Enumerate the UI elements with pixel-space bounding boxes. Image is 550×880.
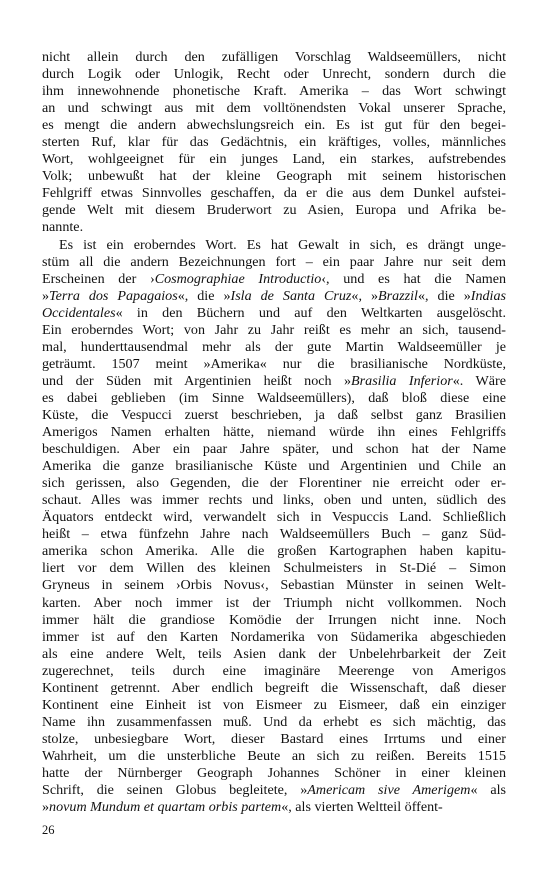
text-run: Volk; unbewußt hat der kleine Geograph mit seinem historischen xyxy=(42,168,506,185)
text-run: nannte. xyxy=(42,219,84,236)
text-line xyxy=(42,646,506,663)
text-run: «, die » xyxy=(177,287,231,304)
text-run: durch Logik oder Unlogik, Recht oder Unrecht, sondern durch die xyxy=(42,66,506,83)
italic-text: Americam sive Amerigem xyxy=(307,782,471,799)
text-line xyxy=(42,356,506,373)
italic-text: Isla de Santa Cruz xyxy=(230,287,352,304)
italic-text: Brasilia Inferior xyxy=(351,372,453,389)
text-line xyxy=(42,663,506,680)
text-line xyxy=(42,339,506,356)
text-run: Wahrheit, um die unsterbliche Beute an sich zu reißen. Bereits 1515 xyxy=(42,747,506,764)
text-run: und der Süden mit Argentinien heißt noch » xyxy=(42,372,352,389)
text-line xyxy=(42,629,506,646)
text-line xyxy=(42,407,506,424)
text-line xyxy=(42,595,506,612)
text-run: « in den Büchern und auf den Weltkarten ausgelöscht. xyxy=(115,304,506,321)
text-line xyxy=(42,151,506,168)
text-line xyxy=(42,49,506,66)
text-run: Amerigos Namen erhalten hätte, niemand würde ihn eines Fehlgriffs xyxy=(42,424,506,441)
text-run: zugerechnet, teils durch eine imaginäre Meerenge von Amerigos xyxy=(42,662,506,679)
text-run: Amerika die ganze brasilianische Küste und Argentinien und Chile an xyxy=(42,458,506,475)
text-run: Kontinent getrennt. Aber endlich begreift die Wissenschaft, daß dieser xyxy=(42,679,506,696)
text-line xyxy=(42,322,506,339)
text-line xyxy=(42,475,506,492)
text-run: sterten Ruf, klar für das Gedächtnis, ein kräftiges, volles, männliches xyxy=(42,134,506,151)
text-line xyxy=(42,185,506,202)
text-run: Kontinent eine Einheit ist von Eismeer zu Eismeer, daß ein einziger xyxy=(42,696,506,713)
text-line xyxy=(42,254,506,271)
text-line xyxy=(42,458,506,475)
text-run: es dabei geblieben (im Sinne Waldseemüllers), daß bloß diese eine xyxy=(42,389,506,406)
text-run: Erscheinen der › xyxy=(42,270,155,287)
text-run: «, » xyxy=(351,287,379,304)
text-line xyxy=(42,799,506,816)
text-run: beschuldigen. Aber ein paar Jahre später, und schon hat der Name xyxy=(42,441,506,458)
text-line xyxy=(42,560,506,577)
text-line xyxy=(42,424,506,441)
text-run: stüm all die andern Bezeichnungen fort – ein paar Jahre nur seit dem xyxy=(42,253,506,270)
text-run: Ein eroberndes Wort; von Jahr zu Jahr reißt es mehr an sich, tausend- xyxy=(42,321,506,338)
text-line xyxy=(42,731,506,748)
text-run: schaut. Alles was immer rechts und links, oben und unten, südlich des xyxy=(42,492,506,509)
italic-text: Indias xyxy=(470,287,506,304)
text-run: geträumt. 1507 meint »Amerika« nur die brasilianische Nordküste, xyxy=(42,355,506,372)
body-text xyxy=(42,49,506,816)
text-run: « als xyxy=(470,782,506,799)
text-line xyxy=(42,390,506,407)
text-line xyxy=(42,288,506,305)
text-run: Name ihn zusammenfassen muß. Und da erhebt es sich mächtig, das xyxy=(42,713,506,730)
text-run: Wort, wohlgeeignet für ein junges Land, ein starkes, aufstrebendes xyxy=(42,151,506,168)
text-line xyxy=(42,748,506,765)
text-run: heißt – etwa fünfzehn Jahre nach Waldseemüllers Buch – ganz Süd- xyxy=(42,526,506,543)
text-run: Schrift, die seinen Globus begleitete, » xyxy=(42,782,308,799)
italic-text: Brazzil xyxy=(378,287,418,304)
text-run: immer ist auf den Karten Nordamerika von Südamerika abgeschieden xyxy=(42,628,506,645)
text-run: nicht allein durch den zufälligen Vorschlag Waldseemüllers, nicht xyxy=(42,49,506,65)
text-line xyxy=(42,100,506,117)
text-run: an und schwingt aus mit dem volltönendsten Vokal unserer Sprache, xyxy=(42,100,506,117)
text-run: amerika schon Amerika. Alle die großen Kartographen haben kapitu- xyxy=(42,543,506,560)
text-line xyxy=(42,492,506,509)
text-line xyxy=(42,577,506,594)
text-run: «, als vierten Weltteil öffent- xyxy=(281,799,443,816)
text-run: Fehlgriff etwas Sinnvolles geschaffen, da er die aus dem Dunkel aufstei- xyxy=(42,185,506,202)
text-run: ihm innewohnende phonetische Kraft. Amerika – das Wort schwingt xyxy=(42,83,506,100)
text-run: ‹, und es hat die Namen xyxy=(321,270,506,287)
page-number: 26 xyxy=(42,823,55,837)
text-run: Äquators entdeckt wird, verwandelt sich in Vespuccis Land. Schließlich xyxy=(42,509,506,526)
text-line xyxy=(42,543,506,560)
text-line xyxy=(42,765,506,782)
text-run: stolze, unbesiegbare Wort, dieser Bastard eines Irrtums und einer xyxy=(42,730,506,747)
text-run: Es ist ein eroberndes Wort. Es hat Gewalt in sich, es drängt unge- xyxy=(59,236,506,253)
italic-text: Cosmographiae Introductio xyxy=(154,270,322,287)
text-run: als eine andere Welt, teils Asien dank der Unbelehrbarkeit der Zeit xyxy=(42,645,506,662)
text-run: «, die » xyxy=(417,287,471,304)
text-line xyxy=(42,680,506,697)
text-run: » xyxy=(42,287,50,304)
text-run: Gryneus in seinem ›Orbis Novus‹, Sebastian Münster in seinen Welt- xyxy=(42,577,506,594)
text-line xyxy=(42,66,506,83)
text-run: sich gerissen, also Gegenden, die der Florentiner nie erreicht oder er- xyxy=(42,475,506,492)
text-run: » xyxy=(42,799,50,816)
text-line xyxy=(42,271,506,288)
text-line xyxy=(42,782,506,799)
text-line xyxy=(42,526,506,543)
text-line xyxy=(42,83,506,100)
text-run: gende Welt mit diesem Bruderwort zu Asien, Europa und Afrika be- xyxy=(42,202,506,219)
text-line xyxy=(42,697,506,714)
text-line xyxy=(42,202,506,219)
text-line xyxy=(42,134,506,151)
text-run: mal, hunderttausendmal mehr als der gute Martin Waldseemüller je xyxy=(42,338,506,355)
text-line xyxy=(42,305,506,322)
text-line xyxy=(42,168,506,185)
text-run: hatte der Nürnberger Geograph Johannes Schöner in einer kleinen xyxy=(42,764,506,781)
italic-text: Occidentales xyxy=(42,304,116,321)
text-line xyxy=(42,373,506,390)
text-run: liert vor dem Willen des kleinen Schulmeisters in St-Dié – Simon xyxy=(42,560,506,577)
text-line xyxy=(42,441,506,458)
text-line xyxy=(42,237,506,254)
text-line xyxy=(42,509,506,526)
text-run: immer hält die grandiose Komödie der Irrungen nicht inne. Noch xyxy=(42,611,506,628)
text-line xyxy=(42,219,506,236)
text-run: «. Wäre xyxy=(452,372,506,389)
text-run: karten. Aber noch immer ist der Triumph nicht vollkommen. Noch xyxy=(42,594,506,611)
text-line xyxy=(42,714,506,731)
text-line xyxy=(42,117,506,134)
text-run: Küste, die Vespucci zuerst beschrieben, ja daß selbst ganz Brasilien xyxy=(42,406,506,423)
text-run: es mengt die andern abwechslungsreich ein. Es ist gut für den begei- xyxy=(42,117,506,134)
text-line xyxy=(42,612,506,629)
italic-text: Terra dos Papagaios xyxy=(49,287,178,304)
italic-text: novum Mundum et quartam orbis partem xyxy=(49,799,282,816)
